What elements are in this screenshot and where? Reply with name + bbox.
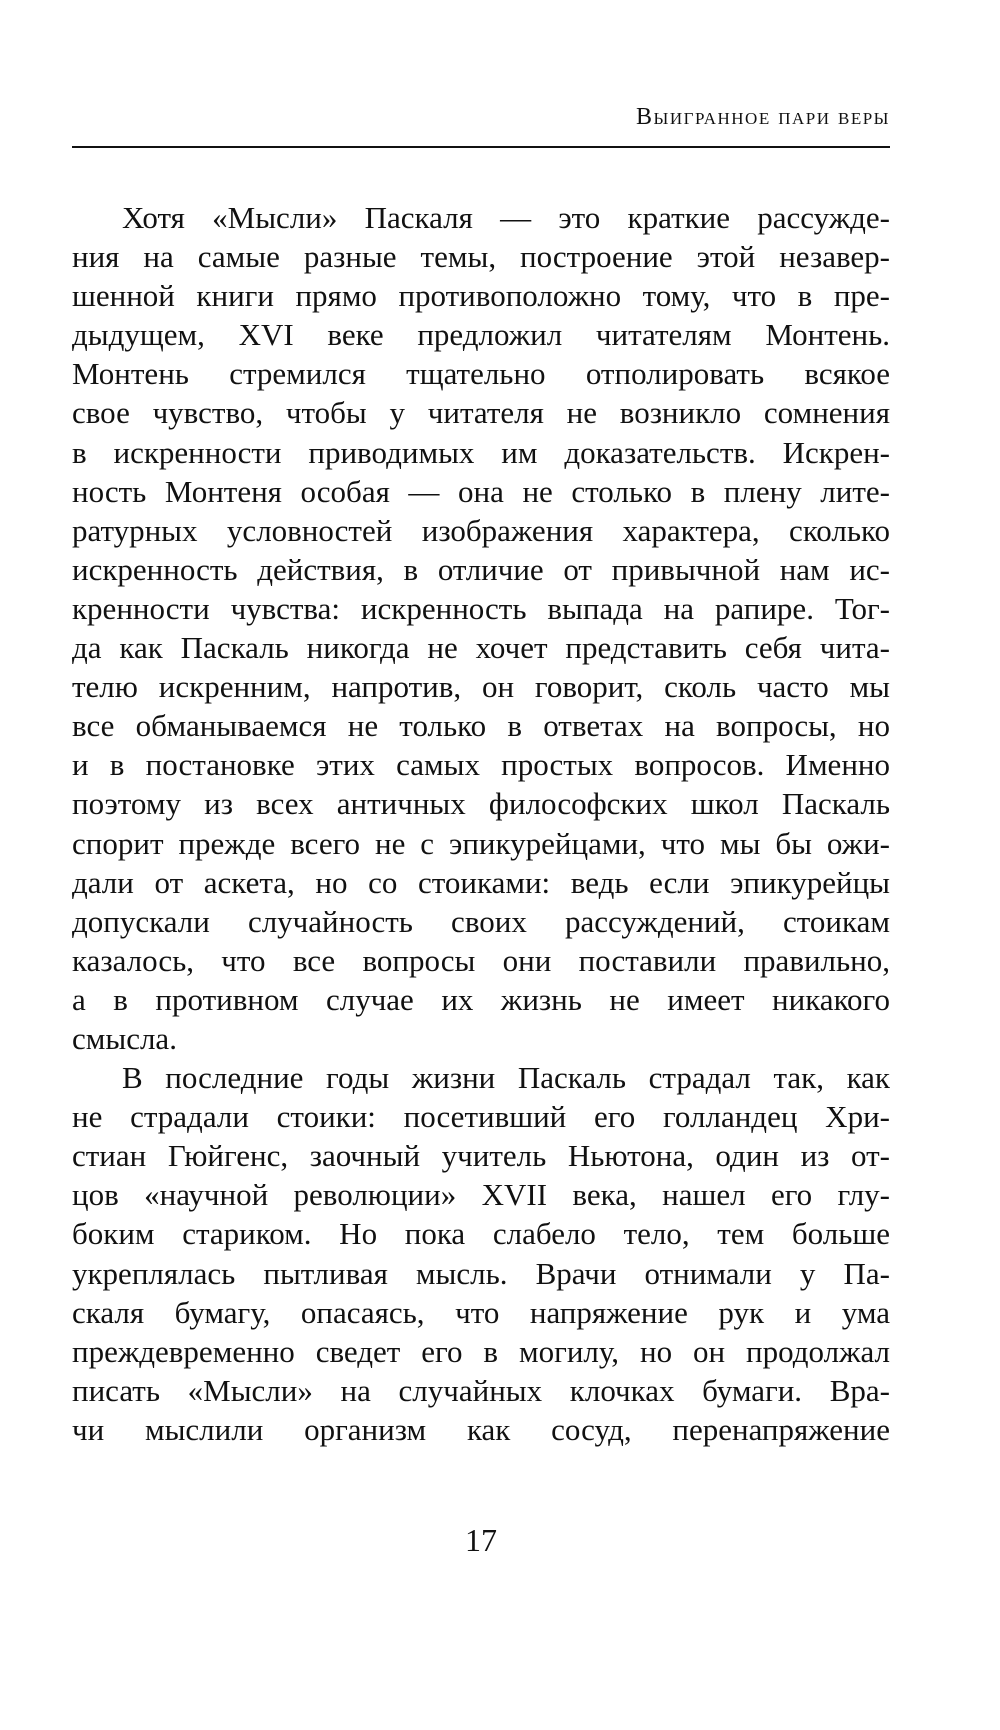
text-line: преждевременно сведет его в могилу, но он продолжал: [72, 1333, 890, 1369]
text-line: да как Паскаль никогда не хочет представить себя чита-: [72, 630, 890, 666]
text-line: укреплялась пытливая мысль. Врачи отнимали у Па-: [72, 1255, 890, 1291]
text-line: скаля бумагу, опасаясь, что напряжение рук и ума: [72, 1294, 890, 1330]
text-line: В последние годы жизни Паскаль страдал так, как: [122, 1060, 890, 1096]
text-line: цов «научной революции» XVII века, нашел его глу-: [72, 1177, 890, 1213]
text-line: чи мыслили организм как сосуд, перенапряжение: [72, 1411, 890, 1447]
page-number: 17: [465, 1522, 497, 1558]
text-line: свое чувство, чтобы у читателя не возникло сомнения: [72, 395, 890, 431]
text-line: телю искренним, напротив, он говорит, сколь часто мы: [72, 669, 890, 705]
text-line: поэтому из всех античных философских школ Паскаль: [72, 786, 890, 822]
text-line: стиан Гюйгенс, заочный учитель Ньютона, один из от-: [72, 1138, 890, 1174]
text-line: казалось, что все вопросы они поставили правильно,: [72, 942, 890, 978]
body-text: [72, 198, 890, 1449]
text-line: а в противном случае их жизнь не имеет никакого: [72, 981, 890, 1017]
text-line: не страдали стоики: посетивший его голландец Хри-: [72, 1099, 890, 1135]
text-line: ния на самые разные темы, построение этой незавер-: [72, 239, 890, 275]
text-line: дали от аскета, но со стоиками: ведь если эпикурейцы: [72, 864, 890, 900]
header-rule: [72, 146, 890, 148]
text-line: в искренности приводимых им доказательств. Искрен-: [72, 434, 890, 470]
text-line: ность Монтеня особая — она не столько в плену лите-: [72, 473, 890, 509]
text-line: кренности чувства: искренность выпада на рапире. Тог-: [72, 590, 890, 626]
text-line: писать «Мысли» на случайных клочках бумаги. Вра-: [72, 1372, 890, 1408]
text-line: Монтень стремился тщательно отполировать всякое: [72, 356, 890, 392]
text-line: искренность действия, в отличие от привычной нам ис-: [72, 551, 890, 587]
text-line: дыдущем, XVI веке предложил читателям Монтень.: [72, 317, 890, 353]
text-line: допускали случайность своих рассуждений, стоикам: [72, 903, 890, 939]
running-head: Выигранное пари веры: [636, 104, 890, 130]
text-line: и в постановке этих самых простых вопросов. Именно: [72, 747, 890, 783]
text-line: боким стариком. Но пока слабело тело, тем больше: [72, 1216, 890, 1252]
text-line: ратурных условностей изображения характера, сколько: [72, 512, 890, 548]
text-line: спорит прежде всего не с эпикурейцами, что мы бы ожи-: [72, 825, 890, 861]
text-line: все обманываемся не только в ответах на вопросы, но: [72, 708, 890, 744]
text-line: шенной книги прямо противоположно тому, что в пре-: [72, 278, 890, 314]
text-line: Хотя «Мысли» Паскаля — это краткие рассужде-: [122, 200, 890, 235]
text-line: смысла.: [72, 1020, 177, 1056]
